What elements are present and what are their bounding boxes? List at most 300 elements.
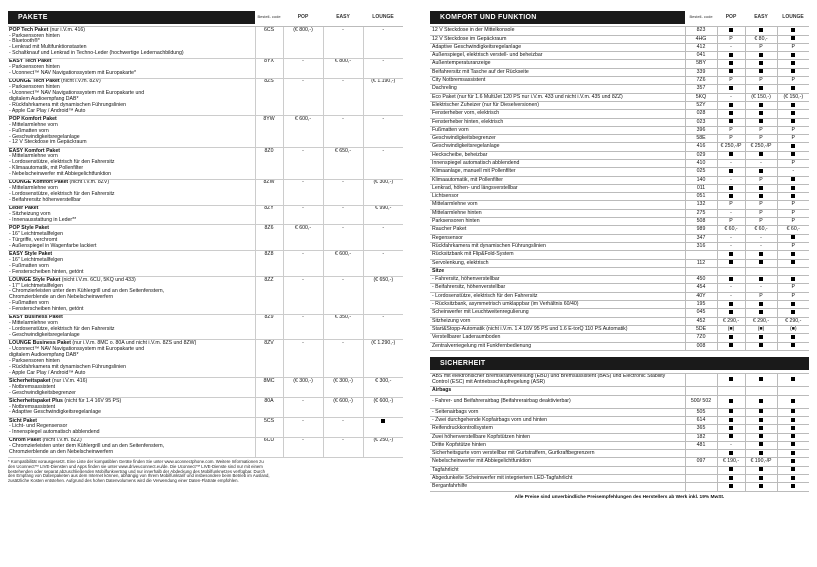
package-name-cell: [8, 116, 255, 148]
feature-name: Reifendruckkontrollsystem: [430, 425, 685, 433]
order-code: 8ZW: [255, 179, 283, 205]
pop-price: -: [283, 179, 323, 205]
included-mark: [759, 277, 763, 281]
feature-row: [430, 60, 809, 68]
order-code: 357: [685, 85, 717, 93]
feature-row: [430, 416, 809, 424]
pop-value: [717, 276, 745, 284]
included-mark: [759, 467, 763, 471]
easy-value: [745, 342, 777, 350]
feature-name: 12 V Steckdose im Gepäckraum: [430, 35, 685, 43]
package-item: - Parksensoren hinten: [9, 357, 60, 364]
included-mark: [729, 53, 733, 57]
feature-name: City Notbremsassistent: [430, 77, 685, 85]
included-mark: [791, 28, 795, 32]
lounge-value: [777, 458, 809, 466]
feature-name: Adaptive Geschwindigkeitsregelanlage: [430, 43, 685, 51]
package-item: - Parksensoren hinten: [9, 84, 60, 91]
lounge-price: € 990,-: [363, 205, 403, 225]
feature-name: Beifahrersitz mit Tasche auf der Rückseite: [430, 68, 685, 76]
pop-value: P: [717, 218, 745, 226]
easy-price: (€ 300,-): [323, 378, 363, 398]
feature-name: Sicherheitsgurte vorn verstellbar mit Gurtstraffern, Gurtkraftbegrenzern: [430, 450, 685, 458]
feature-name: Start&Stopp-Automatik (nicht i.V.m. 1.4 16V 95 PS und 1.6 E-torQ 110 PS Automatik): [430, 325, 685, 333]
feature-row: [430, 168, 809, 176]
package-item: - Innenausstattung in Leder**: [9, 216, 77, 223]
pop-value: -: [717, 242, 745, 250]
included-mark: [791, 310, 795, 314]
included-mark: [791, 103, 795, 107]
included-mark: [791, 399, 795, 403]
pop-price: -: [283, 398, 323, 418]
feature-name: Zwei höhenverstellbare Kopfstützen hinten: [430, 433, 685, 441]
included-mark: [759, 28, 763, 32]
easy-value: [745, 387, 777, 395]
lounge-value: [777, 184, 809, 192]
lounge-value: [777, 151, 809, 159]
feature-row: [430, 433, 809, 441]
pop-value: € 250,-/P: [717, 143, 745, 151]
pop-value: [717, 193, 745, 201]
feature-name: Außentemperaturanzeige: [430, 60, 685, 68]
feature-row: [430, 151, 809, 159]
package-name-cell: [8, 277, 255, 315]
package-item: Chromzierblende an den Nebelscheinwerfern: [9, 449, 114, 456]
feature-row: [430, 101, 809, 109]
included-mark: [791, 152, 795, 156]
lounge-value: [777, 52, 809, 60]
packages-title: PAKETE: [8, 11, 255, 24]
package-name-cell: [8, 27, 255, 58]
included-mark: [759, 377, 763, 381]
easy-value: [745, 425, 777, 433]
safety-header: [430, 355, 809, 374]
feature-name: Berganfahrhilfe: [430, 483, 685, 491]
pop-value: [717, 101, 745, 109]
pop-value: P: [717, 35, 745, 43]
feature-row: [430, 301, 809, 309]
feature-name: - Fahrersitz, höhenverstellbar: [430, 276, 685, 284]
package-row: [8, 78, 403, 116]
included-mark: [729, 111, 733, 115]
easy-value: [745, 251, 777, 259]
feature-name: Raucher Paket: [430, 226, 685, 234]
easy-value: [745, 85, 777, 93]
feature-row: [430, 458, 809, 466]
easy-value: P: [745, 292, 777, 300]
easy-col-header: EASY: [754, 14, 768, 20]
package-title: LOUNGE Style Paket (nicht i.V.m. 6CU, 5KQ und 433): [9, 276, 136, 283]
easy-value: -: [745, 284, 777, 292]
included-mark: [791, 302, 795, 306]
feature-row: [430, 93, 809, 101]
package-note: (nicht i.V.m. 8ZV): [59, 78, 101, 85]
feature-name: Mittelarmlehne hinten: [430, 209, 685, 217]
order-code: 5DE: [685, 325, 717, 333]
easy-price: -: [323, 417, 363, 437]
lounge-value: [777, 251, 809, 259]
lounge-value: [777, 176, 809, 184]
feature-name: - Lordosenstütze, elektrisch für den Fahrersitz: [430, 292, 685, 300]
pop-value: [717, 450, 745, 458]
included-mark: [791, 418, 795, 422]
easy-value: [745, 433, 777, 441]
pop-price: € 600,-: [283, 225, 323, 251]
pop-value: [717, 425, 745, 433]
lounge-value: P: [777, 160, 809, 168]
feature-row: [430, 466, 809, 474]
package-title: Leder Paket: [9, 205, 39, 212]
package-item: - Uconnect™ NAV Navigationssystem mit Europakarte*: [9, 70, 137, 77]
safety-table: [430, 374, 809, 492]
feature-name: - Fahrer- und Beifahrerairbag (Beifahrerairbag deaktivierbar): [430, 395, 685, 408]
footnote-line: zusätzliche Kosten entstehen. Aufgrund des hohen Datenvolumens wird die Verwendung einer Daten-Flatrate empfohlen.: [8, 478, 239, 484]
pop-value: [717, 68, 745, 76]
included-mark: [729, 343, 733, 347]
lounge-value: [777, 85, 809, 93]
pop-price: -: [283, 277, 323, 315]
feature-row: [430, 143, 809, 151]
order-code: 416: [685, 143, 717, 151]
order-code: 365: [685, 425, 717, 433]
pop-price: (€ 800,-): [283, 27, 323, 58]
feature-row: [430, 334, 809, 342]
feature-row: [430, 242, 809, 250]
order-code: 6CS: [255, 27, 283, 58]
packages-column: [8, 8, 403, 484]
package-name-cell: [8, 340, 255, 378]
lounge-value: [777, 143, 809, 151]
easy-value: -: [745, 242, 777, 250]
order-code: 7Z0: [685, 334, 717, 342]
feature-row: [430, 43, 809, 51]
easy-value: [745, 416, 777, 424]
easy-value: [745, 52, 777, 60]
included-mark: [791, 451, 795, 455]
feature-row: [430, 201, 809, 209]
lounge-price: -: [363, 58, 403, 78]
feature-row: [430, 218, 809, 226]
feature-name: Rückfahrkamera mit dynamischen Führungslinien: [430, 242, 685, 250]
feature-name: Nebelscheinwerfer mit Abbiegelichtfunktion: [430, 458, 685, 466]
easy-price: -: [323, 205, 363, 225]
package-item: - 16" Leichtmetallfelgen: [9, 256, 64, 263]
lounge-value: € 60,-: [777, 226, 809, 234]
included-mark: [791, 484, 795, 488]
easy-value: [745, 267, 777, 275]
package-item: - Apple Car Play / Android™ Auto: [9, 369, 86, 376]
included-mark: [759, 409, 763, 413]
order-code: 410: [685, 160, 717, 168]
pop-value: -: [717, 43, 745, 51]
package-row: [8, 378, 403, 398]
included-mark: [729, 451, 733, 455]
feature-row: [430, 425, 809, 433]
easy-value: € 80,-: [745, 35, 777, 43]
feature-row: [430, 408, 809, 416]
order-code: 52Y: [685, 101, 717, 109]
lounge-value: P: [777, 292, 809, 300]
pop-value: [717, 118, 745, 126]
feature-row: [430, 284, 809, 292]
pop-price: -: [283, 205, 323, 225]
lounge-value: P: [777, 135, 809, 143]
feature-row: [430, 135, 809, 143]
pop-value: [717, 85, 745, 93]
package-row: [8, 277, 403, 315]
package-item: - Chromzierleisten unter dem Kühlergrill und an den Seitenfenstern,: [9, 443, 165, 450]
comfort-table: [430, 27, 809, 351]
included-mark: [791, 467, 795, 471]
feature-row: [430, 77, 809, 85]
lounge-value: P: [777, 218, 809, 226]
pop-value: [717, 27, 745, 35]
included-mark: [729, 86, 733, 90]
order-code: 025: [685, 168, 717, 176]
feature-name: - Zwei durchgehende Kopfairbags vorn und hinten: [430, 416, 685, 424]
order-code: 8Z9: [255, 314, 283, 340]
order-code: 614: [685, 416, 717, 424]
included-mark: [759, 434, 763, 438]
included-mark: [729, 434, 733, 438]
included-mark: [759, 310, 763, 314]
order-code: 505: [685, 408, 717, 416]
easy-price: -: [323, 340, 363, 378]
included-mark: [759, 53, 763, 57]
feature-row: [430, 209, 809, 217]
lounge-price: -: [363, 147, 403, 179]
included-mark: [791, 442, 795, 446]
package-item: - Bluetooth®*: [9, 38, 40, 45]
feature-name: Regensensor: [430, 234, 685, 242]
easy-value: [745, 68, 777, 76]
order-code: 5CS: [255, 417, 283, 437]
package-title: POP Style Paket: [9, 225, 49, 231]
easy-value: [745, 184, 777, 192]
included-mark: [729, 302, 733, 306]
easy-price: € 350,-: [323, 314, 363, 340]
order-code: 029: [685, 151, 717, 159]
easy-value: [745, 151, 777, 159]
package-item: - Geschwindigkeitsregelanlage: [9, 331, 80, 338]
feature-name: Dritte Kopfstütze hinten: [430, 441, 685, 449]
package-item: - Apple Car Play / Android™ Auto: [9, 107, 86, 114]
included-mark: [759, 169, 763, 173]
included-mark: [791, 343, 795, 347]
lounge-price: (€ 1.290,-): [363, 340, 403, 378]
package-item: - Lordosenstütze, elektrisch für den Fahrersitz: [9, 326, 115, 333]
order-code: [685, 387, 717, 395]
lounge-value: P: [777, 77, 809, 85]
package-name-cell: [8, 225, 255, 251]
features-column: [430, 8, 809, 500]
included-mark: [759, 119, 763, 123]
code-col-header: Bestell- code: [689, 13, 713, 19]
easy-price: -: [323, 179, 363, 205]
lounge-value: [777, 334, 809, 342]
pop-value: (■): [717, 325, 745, 333]
included-mark: [791, 53, 795, 57]
lounge-price: (€ 600,-): [363, 398, 403, 418]
package-item: - Parksensoren hinten: [9, 64, 60, 71]
packages-header: [8, 8, 403, 27]
order-code: 045: [685, 309, 717, 317]
included-mark: [729, 69, 733, 73]
lounge-value: [777, 483, 809, 491]
easy-price: -: [323, 437, 363, 457]
included-mark: [791, 235, 795, 239]
easy-price: -: [323, 225, 363, 251]
easy-value: P: [745, 135, 777, 143]
lounge-value: -: [777, 168, 809, 176]
order-code: 051: [685, 193, 717, 201]
feature-row: [430, 441, 809, 449]
order-code: 8ZY: [255, 205, 283, 225]
package-item: - Licht- und Regensensor: [9, 423, 68, 430]
lounge-price: -: [363, 225, 403, 251]
order-code: 008: [685, 342, 717, 350]
pop-price: -: [283, 417, 323, 437]
package-item: - Rückfahrkamera mit dynamischen Führungslinien: [9, 363, 127, 370]
included-mark: [759, 111, 763, 115]
included-mark: [791, 476, 795, 480]
easy-value: [745, 441, 777, 449]
pop-value: -: [717, 93, 745, 101]
feature-name: Verstellbarer Laderaumboden: [430, 334, 685, 342]
package-item: - Parksensoren hinten: [9, 32, 60, 39]
easy-value: [745, 408, 777, 416]
pop-price: -: [283, 78, 323, 116]
package-item: - 17" Leichtmetallfelgen: [9, 282, 64, 289]
included-mark: [759, 69, 763, 73]
safety-title: SICHERHEIT: [430, 357, 809, 370]
feature-row: [430, 292, 809, 300]
feature-row: [430, 176, 809, 184]
package-item: - Lordosenstütze, elektrisch für den Fahrersitz: [9, 191, 115, 198]
lounge-value: [777, 450, 809, 458]
package-title: POP Komfort Paket: [9, 115, 57, 122]
included-mark: [791, 434, 795, 438]
easy-price: -: [323, 277, 363, 315]
package-name-cell: [8, 398, 255, 418]
order-code: 5BY: [685, 60, 717, 68]
included-mark: [791, 409, 795, 413]
pop-value: [717, 416, 745, 424]
feature-row: [430, 160, 809, 168]
pop-price: -: [283, 437, 323, 457]
lounge-value: [777, 475, 809, 483]
package-note: (nur i.V.m. 416): [48, 27, 86, 33]
lounge-value: [777, 301, 809, 309]
easy-value: P: [745, 176, 777, 184]
included-mark: [759, 451, 763, 455]
feature-row: [430, 309, 809, 317]
lounge-value: [777, 342, 809, 350]
pop-value: [717, 334, 745, 342]
lounge-price: (€ 1.190,-): [363, 78, 403, 116]
package-item: - Notbremsassistent: [9, 383, 56, 390]
lounge-value: [777, 118, 809, 126]
feature-row: [430, 325, 809, 333]
package-title: EASY Business Paket: [9, 314, 63, 321]
package-name-cell: [8, 417, 255, 437]
pop-value: € 190,-: [717, 458, 745, 466]
included-mark: [759, 484, 763, 488]
lounge-price: -: [363, 27, 403, 58]
comfort-title: KOMFORT UND FUNKTION: [430, 11, 685, 24]
easy-value: € 290,-: [745, 317, 777, 325]
order-code: 823: [685, 27, 717, 35]
order-code: [685, 483, 717, 491]
included-mark: [729, 426, 733, 430]
pop-price: (€ 300,-): [283, 378, 323, 398]
included-mark: [791, 144, 795, 148]
package-title: Sicherheitspaket Plus (nicht für 1.4 16V 95 PS): [9, 397, 122, 404]
package-note: (nicht i.V.m. 8ZZ): [41, 437, 82, 444]
feature-row: [430, 259, 809, 267]
included-mark: [791, 186, 795, 190]
package-name-cell: [8, 179, 255, 205]
package-title: Chrom Paket (nicht i.V.m. 8ZZ): [9, 437, 82, 444]
feature-name: Fußmatten vorn: [430, 126, 685, 134]
pop-col-header: POP: [725, 14, 737, 20]
order-code: [685, 466, 717, 474]
footnote-line: bestehenden oder separat abzuschließenden Mobilfunkvertrag und nur innerhalb der Abdeckung des Mobilfunknetzes verfügbar. Durch: [8, 468, 266, 474]
feature-row: [430, 226, 809, 234]
package-title: Sicherheitspaket (nur i.V.m. 416): [9, 377, 88, 384]
easy-price: -: [323, 27, 363, 58]
easy-value: [745, 193, 777, 201]
package-item: digitalem Audioempfang DAB*: [9, 95, 79, 102]
order-code: 8MC: [255, 378, 283, 398]
pop-price: -: [283, 147, 323, 179]
lounge-value: [777, 374, 809, 387]
easy-value: € 250,-/P: [745, 143, 777, 151]
lounge-value: [777, 387, 809, 395]
code-col-header: Bestell- code: [257, 13, 281, 19]
order-code: [685, 450, 717, 458]
feature-name: Fensterheber hinten, elektrisch: [430, 118, 685, 126]
easy-value: P: [745, 201, 777, 209]
order-code: 028: [685, 110, 717, 118]
order-code: 097: [685, 458, 717, 466]
easy-value: [745, 276, 777, 284]
lounge-value: (■): [777, 325, 809, 333]
lounge-value: [777, 60, 809, 68]
package-name-cell: [8, 314, 255, 340]
package-item: - Türgriffe, verchromt: [9, 236, 58, 243]
package-item: - Nebelscheinwerfer mit Abbiegelichtfunktion: [9, 171, 112, 178]
package-item: - 16" Leichtmetallfelgen: [9, 230, 64, 237]
order-code: 316: [685, 242, 717, 250]
included-mark: [759, 426, 763, 430]
pop-value: [717, 168, 745, 176]
comfort-header: [430, 8, 809, 27]
included-mark: [729, 252, 733, 256]
pop-value: P: [717, 126, 745, 134]
feature-name: Geschwindigkeitsbegrenzer: [430, 135, 685, 143]
included-mark: [791, 111, 795, 115]
included-mark: [729, 310, 733, 314]
package-note: (nicht i.V.m. 8ZV): [68, 179, 110, 186]
feature-row: [430, 126, 809, 134]
pop-value: [717, 151, 745, 159]
package-name-cell: [8, 78, 255, 116]
included-mark: [759, 186, 763, 190]
included-mark: [759, 260, 763, 264]
package-item: - Außenspiegel in Wagenfarbe lackiert: [9, 242, 97, 249]
lounge-value: [777, 395, 809, 408]
